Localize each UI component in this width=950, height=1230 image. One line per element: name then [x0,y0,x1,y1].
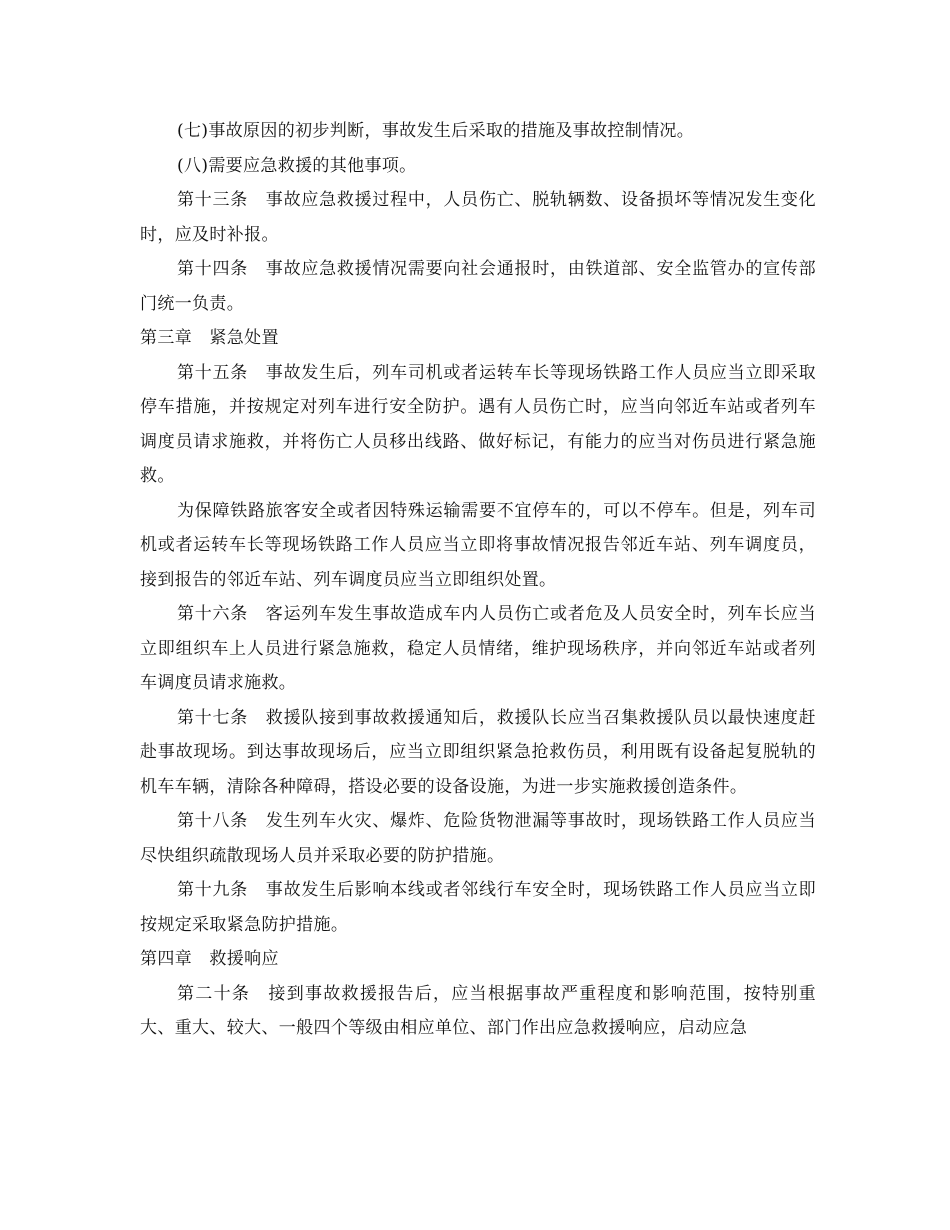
article-17: 第十七条 救援队接到事故救援通知后，救援队长应当召集救援队员以最快速度赶赴事故现场。到达事故现场后，应当立即组织紧急抢救伤员，利用既有设备起复脱轨的机车车辆，清除各种障碍，搭设必要的设备设施，为进一步实施救援创造条件。 [140,707,816,797]
document-body [140,114,816,1046]
article-20: 第二十条 接到事故救援报告后，应当根据事故严重程度和影响范围，按特别重大、重大、较大、一般四个等级由相应单位、部门作出应急救援响应，启动应急 [140,983,816,1038]
article-15: 第十五条 事故发生后，列车司机或者运转车长等现场铁路工作人员应当立即采取停车措施，并按规定对列车进行安全防护。遇有人员伤亡时，应当向邻近车站或者列车调度员请求施救，并将伤亡人员移出线路、做好标记，有能力的应当对伤员进行紧急施救。 [140,362,816,486]
chapter-3-heading: 第三章 紧急处置 [140,328,279,348]
chapter-4-heading: 第四章 救援响应 [140,949,279,969]
paragraph-item-7: (七)事故原因的初步判断，事故发生后采取的措施及事故控制情况。 [177,121,695,141]
article-13: 第十三条 事故应急救援过程中，人员伤亡、脱轨辆数、设备损坏等情况发生变化时，应及时补报。 [140,190,816,245]
article-14: 第十四条 事故应急救援情况需要向社会通报时，由铁道部、安全监管办的宣传部门统一负责。 [140,259,816,314]
article-18: 第十八条 发生列车火灾、爆炸、危险货物泄漏等事故时，现场铁路工作人员应当尽快组织疏散现场人员并采取必要的防护措施。 [140,811,816,866]
article-16: 第十六条 客运列车发生事故造成车内人员伤亡或者危及人员安全时，列车长应当立即组织车上人员进行紧急施救，稳定人员情绪，维护现场秩序，并向邻近车站或者列车调度员请求施救。 [140,604,816,693]
paragraph-item-8: (八)需要应急救援的其他事项。 [177,155,417,176]
article-15-paragraph-2: 为保障铁路旅客安全或者因特殊运输需要不宜停车的，可以不停车。但是，列车司机或者运转车长等现场铁路工作人员应当立即将事故情况报告邻近车站、列车调度员，接到报告的邻近车站、列车调度员应当立即组织处置。 [140,500,816,590]
article-19: 第十九条 事故发生后影响本线或者邻线行车安全时，现场铁路工作人员应当立即按规定采取紧急防护措施。 [140,880,816,935]
